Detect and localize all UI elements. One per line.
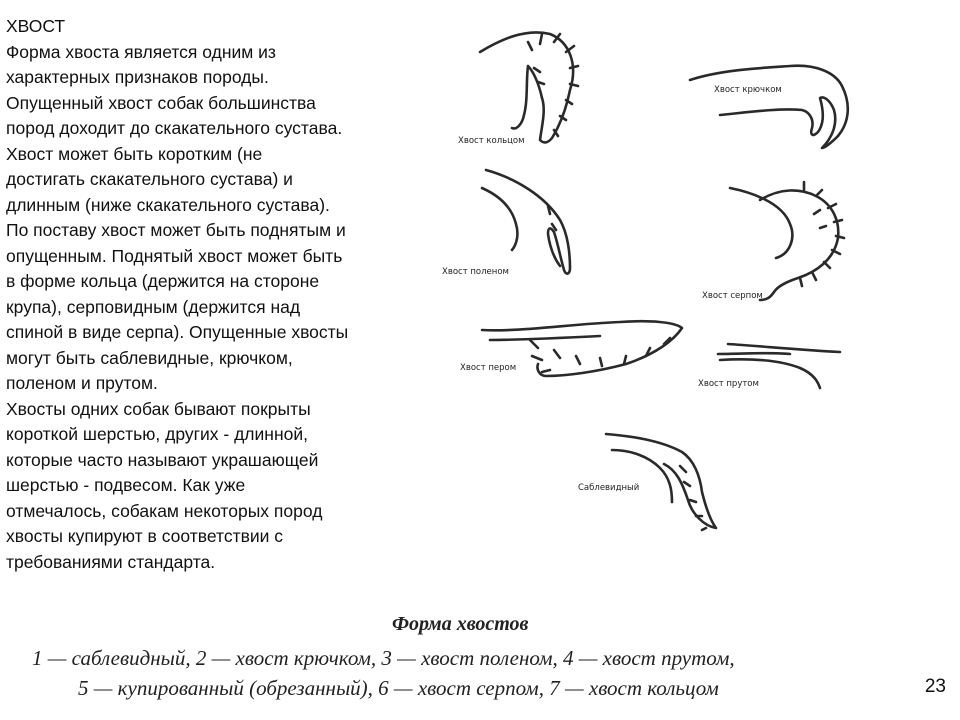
log-tail-drawing <box>482 170 570 274</box>
text-line: опущенным. Поднятый хвост может быть <box>6 245 343 266</box>
page-number: 23 <box>924 676 946 697</box>
text-line: длинным (ниже скакательного сустава). <box>6 194 330 215</box>
text-line: требованиями стандарта. <box>6 551 216 572</box>
figure-caption-line: 5 — купированный (обрезанный), 6 — хвост серпом, 7 — хвост кольцом <box>78 676 719 700</box>
text-line: По поставу хвост может быть поднятым и <box>6 220 346 240</box>
figure-caption-title: Форма хвостов <box>392 613 529 635</box>
text-line: характерных признаков породы. <box>6 67 269 87</box>
text-line: отмечалось, собакам некоторых пород <box>6 500 323 521</box>
text-line: могут быть саблевидные, крючком, <box>6 347 293 368</box>
text-line: достигать скакательного сустава) и <box>6 169 293 189</box>
figure-caption-line: 1 — саблевидный, 2 — хвост крючком, 3 — хвост поленом, 4 — хвост прутом, <box>32 646 735 670</box>
text-line: Опущенный хвост собак большинства <box>6 92 316 113</box>
tail-shapes-figure <box>420 20 880 540</box>
label-sickle: Хвост серпом <box>702 291 763 301</box>
text-line: спиной в виде серпа). Опущенные хвосты <box>6 322 349 342</box>
text-line: крупа), серповидным (держится над <box>6 296 301 317</box>
text-line: поленом и прутом. <box>6 373 158 393</box>
text-line: шерстью - подвесом. Как уже <box>6 475 246 495</box>
ring-tail-drawing <box>480 32 578 142</box>
hook-tail-drawing <box>690 66 848 148</box>
text-line: Хвост может быть коротким (не <box>6 143 263 164</box>
body-text <box>6 14 446 575</box>
text-line: в форме кольца (держится на стороне <box>6 271 320 291</box>
label-hook: Хвост крючком <box>714 85 782 95</box>
sickle-tail-drawing <box>730 182 844 300</box>
label-rod: Хвост прутом <box>698 379 759 389</box>
saber-tail-drawing <box>606 434 716 530</box>
text-line: хвосты купируют в соответствии с <box>6 526 284 546</box>
label-log: Хвост поленом <box>442 267 509 277</box>
label-feather: Хвост пером <box>460 363 517 373</box>
label-ring: Хвост кольцом <box>458 136 525 146</box>
text-line: короткой шерстью, других - длинной, <box>6 424 308 444</box>
text-line: Хвосты одних собак бывают покрыты <box>6 398 311 419</box>
heading: ХВОСТ <box>6 16 66 36</box>
text-line: которые часто называют украшающей <box>6 449 319 470</box>
label-saber: Саблевидный <box>578 483 640 493</box>
text-line: пород доходит до скакательного сустава. <box>6 118 343 138</box>
text-line: Форма хвоста является одним из <box>6 41 276 62</box>
